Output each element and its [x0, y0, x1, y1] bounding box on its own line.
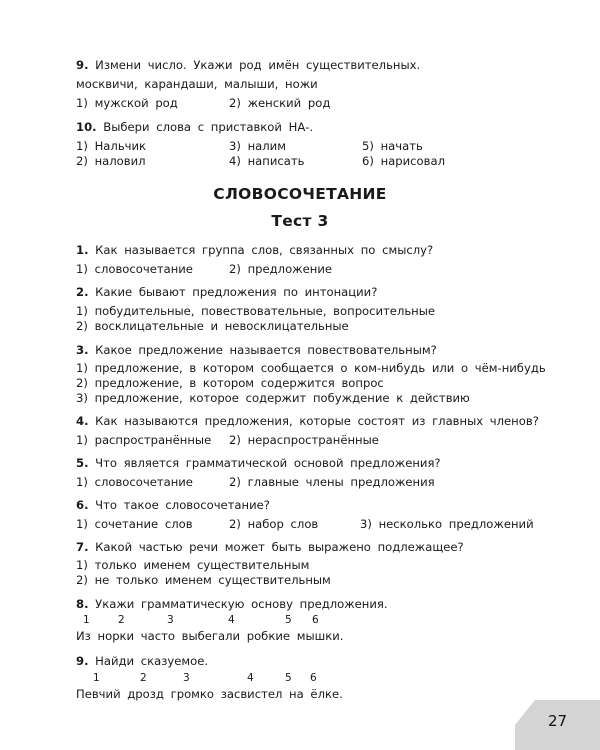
question-number: 10. — [76, 120, 97, 134]
answer-option: 2) набор слов — [229, 517, 319, 531]
answer-option: 1) мужской род — [76, 96, 178, 110]
word-index: 3 — [167, 614, 174, 626]
test-title: Тест 3 — [271, 212, 329, 230]
answer-option: 3) несколько предложений — [360, 517, 534, 531]
answer-option: 2) предложение — [229, 262, 333, 276]
answer-option: 2) главные члены предложения — [229, 475, 435, 489]
answer-option: 1) распространённые — [76, 433, 212, 447]
question-text: Как называется группа слов, связанных по смыслу? — [95, 243, 434, 257]
question-4 — [76, 414, 539, 428]
question-text: Выбери слова с приставкой НА-. — [103, 120, 314, 134]
question-text: Что является грамматической основой предложения? — [95, 456, 441, 470]
answer-option: 2) наловил — [76, 154, 146, 168]
question-number: 4. — [76, 414, 89, 428]
answer-option: 2) восклицательные и невосклицательные — [76, 319, 349, 333]
question-text: Какое предложение называется повествовательным? — [95, 343, 437, 357]
question-text: Как называются предложения, которые состоят из главных членов? — [95, 414, 539, 428]
section-title: СЛОВОСОЧЕТАНИЕ — [213, 185, 387, 203]
answer-option: 1) сочетание слов — [76, 517, 193, 531]
word-index: 2 — [140, 672, 147, 684]
answer-option: 5) начать — [362, 139, 423, 153]
word-index: 3 — [183, 672, 190, 684]
answer-option: 1) словосочетание — [76, 475, 193, 489]
answer-option: 3) предложение, которое содержит побуждение к действию — [76, 391, 470, 405]
sentence: Певчий дрозд громко засвистел на ёлке. — [76, 687, 343, 701]
question-1 — [76, 243, 433, 257]
word-index: 4 — [247, 672, 254, 684]
answer-option: 1) побудительные, повествовательные, вопросительные — [76, 304, 436, 318]
question-number: 9. — [76, 58, 89, 72]
answer-option: 1) только именем существительным — [76, 558, 310, 572]
question-3 — [76, 343, 437, 357]
question-10 — [76, 120, 313, 134]
question-number: 3. — [76, 343, 89, 357]
answer-option: 1) словосочетание — [76, 262, 193, 276]
page-number: 27 — [548, 712, 568, 730]
word-index: 1 — [93, 672, 100, 684]
answer-option: 2) нераспространённые — [229, 433, 379, 447]
word-index: 4 — [228, 614, 235, 626]
question-9-bottom — [76, 654, 208, 668]
question-6 — [76, 498, 270, 512]
question-number: 8. — [76, 597, 89, 611]
question-text: Какой частью речи может быть выражено подлежащее? — [95, 540, 464, 554]
question-text: Найди сказуемое. — [95, 654, 209, 668]
question-text: Измени число. Укажи род имён существительных. — [95, 58, 421, 72]
answer-option: 2) предложение, в котором содержится вопрос — [76, 376, 384, 390]
answer-option: 2) женский род — [229, 96, 331, 110]
question-7 — [76, 540, 464, 554]
question-number: 2. — [76, 285, 89, 299]
answer-option: 1) Нальчик — [76, 139, 147, 153]
sentence: Из норки часто выбегали робкие мышки. — [76, 629, 344, 643]
question-2 — [76, 285, 377, 299]
question-number: 6. — [76, 498, 89, 512]
question-text: Какие бывают предложения по интонации? — [95, 285, 378, 299]
answer-option: 2) не только именем существительным — [76, 573, 331, 587]
word-index: 5 — [285, 614, 292, 626]
question-9-top — [76, 58, 420, 72]
word-index-row — [0, 614, 600, 628]
word-index: 1 — [83, 614, 90, 626]
word-index: 2 — [118, 614, 125, 626]
answer-option: 6) нарисовал — [362, 154, 445, 168]
answer-option: 4) написать — [229, 154, 305, 168]
question-9-words: москвичи, карандаши, малыши, ножи — [76, 77, 318, 91]
question-text: Что такое словосочетание? — [95, 498, 270, 512]
word-index: 5 — [285, 672, 292, 684]
question-text: Укажи грамматическую основу предложения. — [95, 597, 388, 611]
question-number: 5. — [76, 456, 89, 470]
word-index: 6 — [310, 672, 317, 684]
word-index-row — [0, 672, 600, 686]
question-number: 9. — [76, 654, 89, 668]
question-number: 7. — [76, 540, 89, 554]
question-8 — [76, 597, 388, 611]
answer-option: 1) предложение, в котором сообщается о ком-нибудь или о чём-нибудь — [76, 361, 546, 375]
question-5 — [76, 456, 441, 470]
word-index: 6 — [312, 614, 319, 626]
question-number: 1. — [76, 243, 89, 257]
answer-option: 3) налим — [229, 139, 286, 153]
